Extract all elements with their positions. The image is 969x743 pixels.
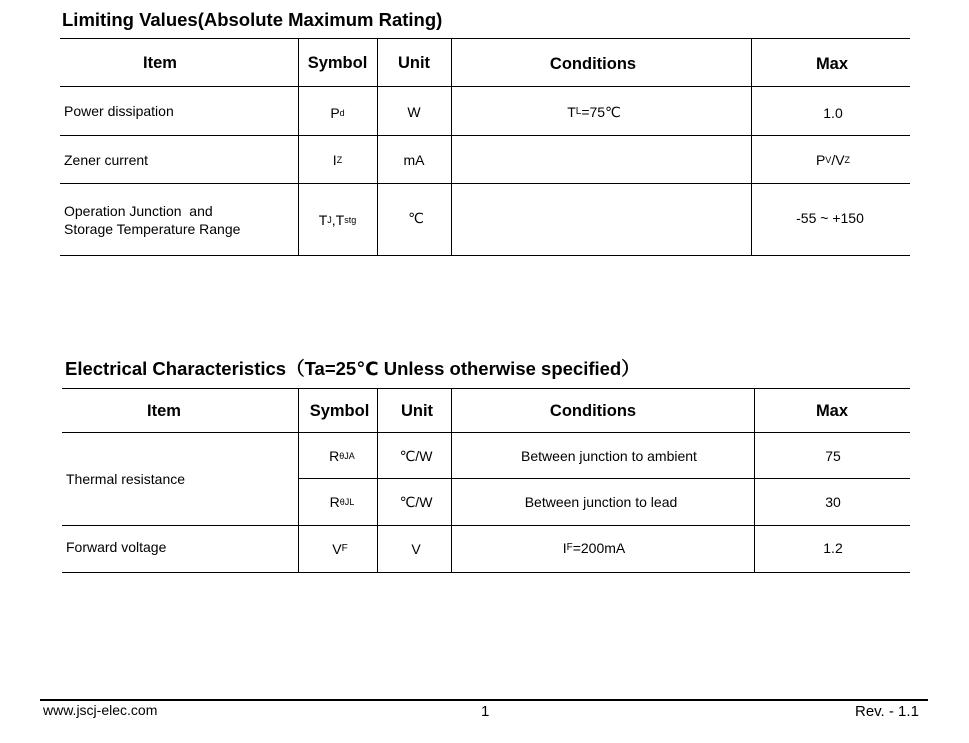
header-unit: Unit [397,53,431,72]
row-max: 1.0 [823,105,843,121]
row-conditions [451,136,751,183]
header-max: Max [815,54,849,73]
row-item: Zener current [64,151,149,168]
footer-page-number: 1 [481,703,490,720]
row-symbol: I Z [332,151,343,168]
footer-revision: Rev. - 1.1 [855,703,919,720]
row-conditions [451,184,751,255]
footer-rule [40,699,928,701]
row-conditions: Between junction to lead [524,494,678,510]
row-unit: mA [403,151,425,168]
row-conditions: I F =200mA [562,540,626,556]
header-item: Item [147,401,181,420]
header-symbol: Symbol [307,53,368,72]
row-item: Thermal resistance [66,471,186,487]
header-item: Item [143,53,177,72]
row-item: Operation Junction and Storage Temperature Range [64,202,241,237]
row-item: Forward voltage [66,539,167,555]
row-unit: ℃/W [399,447,433,464]
header-conditions: Conditions [549,401,637,420]
row-unit: V [411,541,421,557]
row-conditions: Between junction to ambient [521,447,697,464]
section2-title: Electrical Characteristics（Ta=25℃ Unless otherwise specified） [65,358,640,379]
row-max: 30 [825,494,841,510]
header-conditions: Conditions [549,54,637,73]
row-max: -55 ~ +150 [796,210,864,226]
header-unit: Unit [400,401,434,420]
row-symbol: T J ,T stg [318,211,357,228]
row-unit: ℃ [408,210,424,226]
footer-website: www.jscj-elec.com [43,702,158,718]
row-item: Power dissipation [64,103,174,119]
row-max: 75 [825,447,841,464]
row-symbol: P d [330,105,345,121]
row-max: 1.2 [823,540,843,556]
header-max: Max [815,401,849,420]
row-unit: ℃/W [399,494,433,510]
header-symbol: Symbol [309,401,370,420]
row-max: P V /V Z [815,151,851,168]
row-conditions: T L =75℃ [567,104,621,120]
row-symbol: V F [332,541,348,557]
row-unit: W [407,104,421,120]
row-symbol: R θJA [329,447,355,464]
section1-title: Limiting Values(Absolute Maximum Rating) [62,9,443,30]
row-symbol: R θJL [329,494,355,510]
